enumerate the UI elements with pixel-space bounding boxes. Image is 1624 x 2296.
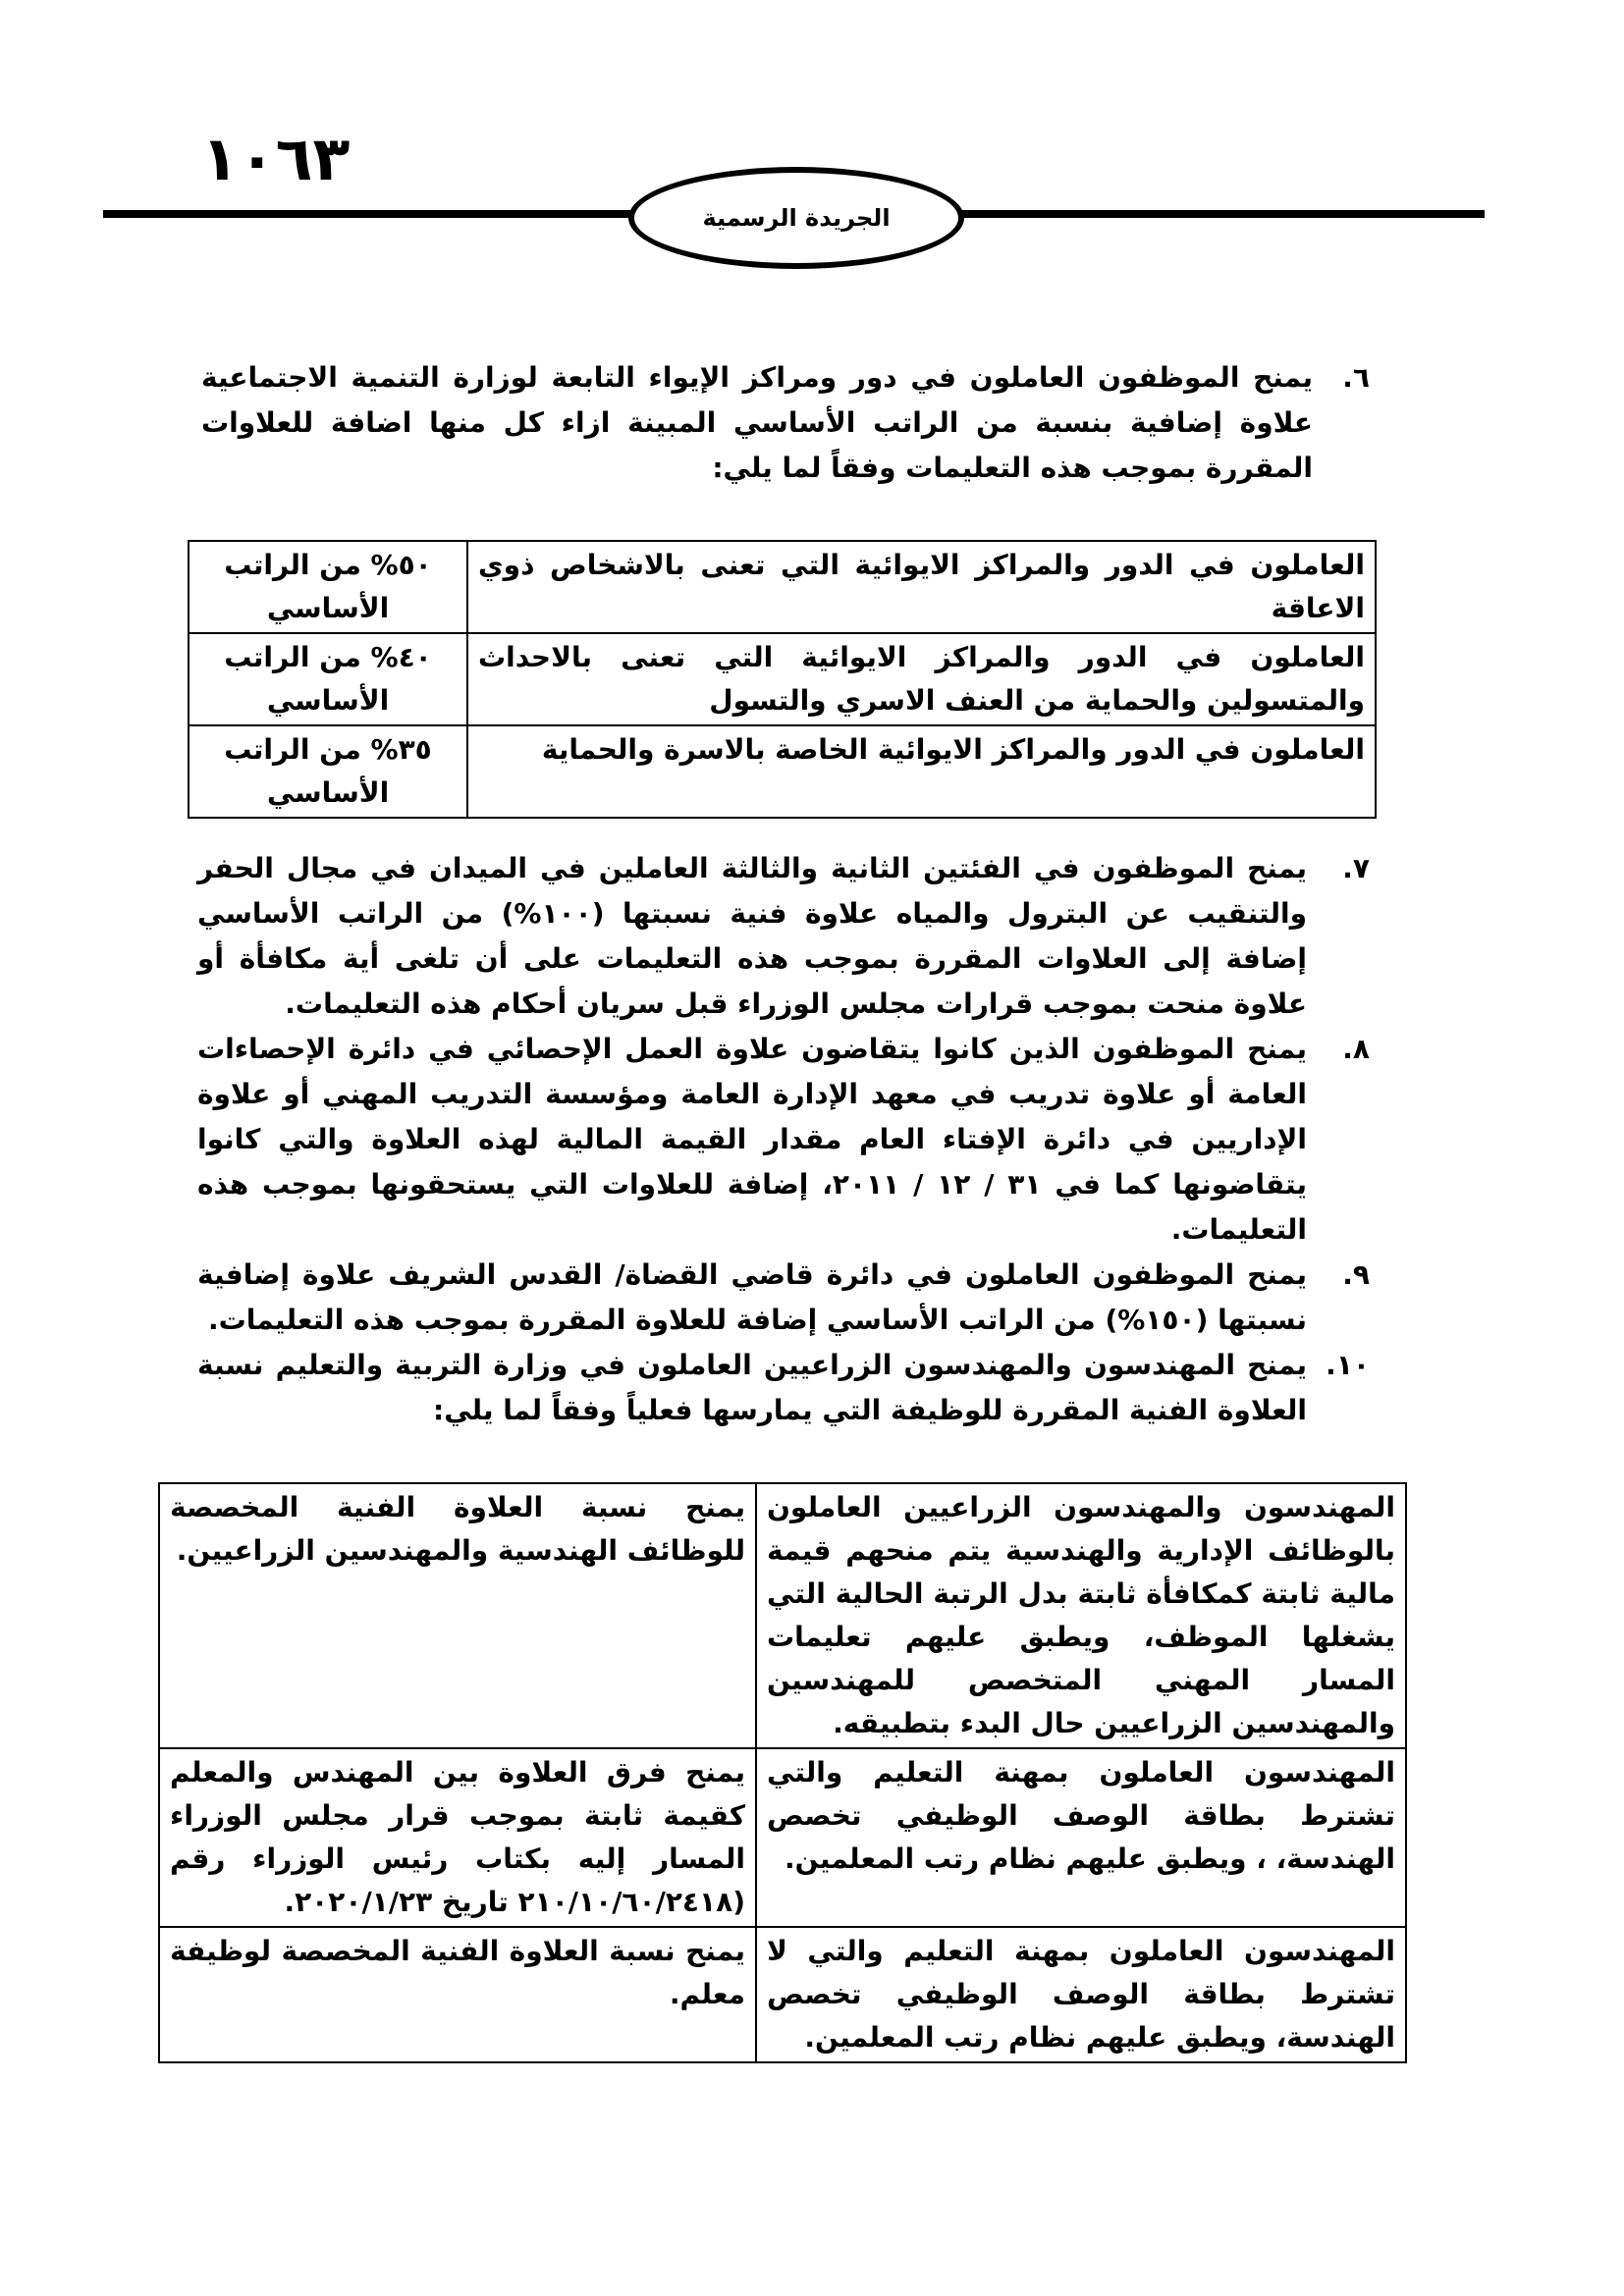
list-item: [197, 1343, 1370, 1433]
items-list: [197, 846, 1370, 1433]
allowance-rates-table: [188, 540, 1377, 819]
category-cell: العاملون في الدور والمراكز الايوائية التي تعنى بالاحداث والمتسولين والحماية من العنف الاسري والتسول: [467, 633, 1376, 725]
rate-cell: ٥٠% من الراتب الأساسي: [189, 541, 467, 633]
page-number: ١٠٦٣: [201, 123, 351, 194]
gazette-title: الجريدة الرسمية: [702, 204, 891, 232]
gazette-title-oval: [628, 167, 964, 269]
category-cell: العاملون في الدور والمراكز الايوائية التي تعنى بالاشخاص ذوي الاعاقة: [467, 541, 1376, 633]
item-text: يمنح الموظفون في الفئتين الثانية والثالثة العاملين في الميدان في مجال الحفر والتنقيب عن البترول والمياه علاوة فنية نسبتها (١٠٠%) من الراتب الأساسي إضافة إلى العلاوات المقررة بموجب هذه التعليمات على أن تلغى أية مكافأة أو علاوة منحت بموجب قرارات مجلس الوزراء قبل سريان أحكام هذه التعليمات.: [197, 852, 1307, 1020]
engineers-allowance-table: [158, 1482, 1407, 2063]
item-number: ٦.: [1342, 361, 1370, 394]
table-row: [189, 725, 1376, 818]
item-text: يمنح المهندسون والمهندسون الزراعيين العاملون في وزارة التربية والتعليم نسبة العلاوة الفنية المقررة للوظيفة التي يمارسها فعلياً وفقاً لما يلي:: [197, 1349, 1307, 1426]
item-text: يمنح الموظفون العاملون في دائرة قاضي القضاة/ القدس الشريف علاوة إضافية نسبتها (١٥٠%) من الراتب الأساسي إضافة للعلاوة المقررة بموجب هذه التعليمات.: [197, 1258, 1307, 1336]
rule-cell: يمنح نسبة العلاوة الفنية المخصصة لوظيفة معلم.: [159, 1927, 756, 2062]
list-item: [197, 846, 1370, 1027]
case-cell: المهندسون العاملون بمهنة التعليم والتي تشترط بطاقة الوصف الوظيفي تخصص الهندسة، ، ويطبق عليهم نظام رتب المعلمين.: [756, 1748, 1406, 1927]
item-number: ٨.: [1342, 1033, 1370, 1065]
rate-cell: ٤٠% من الراتب الأساسي: [189, 633, 467, 725]
item-6: [201, 355, 1370, 491]
table-row: [159, 1483, 1406, 1748]
item-text: يمنح الموظفون العاملون في دور ومراكز الإيواء التابعة لوزارة التنمية الاجتماعية علاوة إضافية بنسبة من الراتب الأساسي المبينة ازاء كل منها اضافة للعلاوات المقررة بموجب هذه التعليمات وفقاً لما يلي:: [201, 361, 1313, 484]
rule-cell: يمنح نسبة العلاوة الفنية المخصصة للوظائف الهندسية والمهندسين الزراعيين.: [159, 1483, 756, 1748]
list-item: [197, 1027, 1370, 1253]
item-text: يمنح الموظفون الذين كانوا يتقاضون علاوة العمل الإحصائي في دائرة الإحصاءات العامة أو علاوة تدريب في معهد الإدارة العامة ومؤسسة التدريب المهني أو علاوة الإداريين في دائرة الإفتاء العام مقدار القيمة المالية لهذه العلاوة والتي كانوا يتقاضونها كما في ٣١ / ١٢ / ٢٠١١، إضافة للعلاوات التي يستحقونها بموجب هذه التعليمات.: [197, 1033, 1307, 1246]
page-body: [158, 355, 1407, 2063]
table-row: [159, 1927, 1406, 2062]
rate-cell: ٣٥% من الراتب الأساسي: [189, 725, 467, 818]
case-cell: المهندسون والمهندسون الزراعيين العاملون بالوظائف الإدارية والهندسية يتم منحهم قيمة مالية ثابتة كمكافأة ثابتة بدل الرتبة الحالية التي يشغلها الموظف، ويطبق عليهم تعليمات المسار المهني المتخصص للمهندسين والمهندسين الزراعيين حال البدء بتطبيقه.: [756, 1483, 1406, 1748]
item-number: ٩.: [1342, 1258, 1370, 1291]
item-number: ١٠.: [1326, 1349, 1370, 1381]
rule-cell: يمنح فرق العلاوة بين المهندس والمعلم كقيمة ثابتة بموجب قرار مجلس الوزراء المسار إليه بكتاب رئيس الوزراء رقم (٢١٠/١٠/٦٠/٢٤١٨ تاريخ ٢٠٢٠/١/٢٣.: [159, 1748, 756, 1927]
table-row: [159, 1748, 1406, 1927]
table-row: [189, 541, 1376, 633]
item-number: ٧.: [1342, 852, 1370, 884]
category-cell: العاملون في الدور والمراكز الايوائية الخاصة بالاسرة والحماية: [467, 725, 1376, 818]
list-item: [197, 1253, 1370, 1343]
table-row: [189, 633, 1376, 725]
case-cell: المهندسون العاملون بمهنة التعليم والتي لا تشترط بطاقة الوصف الوظيفي تخصص الهندسة، ويطبق عليهم نظام رتب المعلمين.: [756, 1927, 1406, 2062]
